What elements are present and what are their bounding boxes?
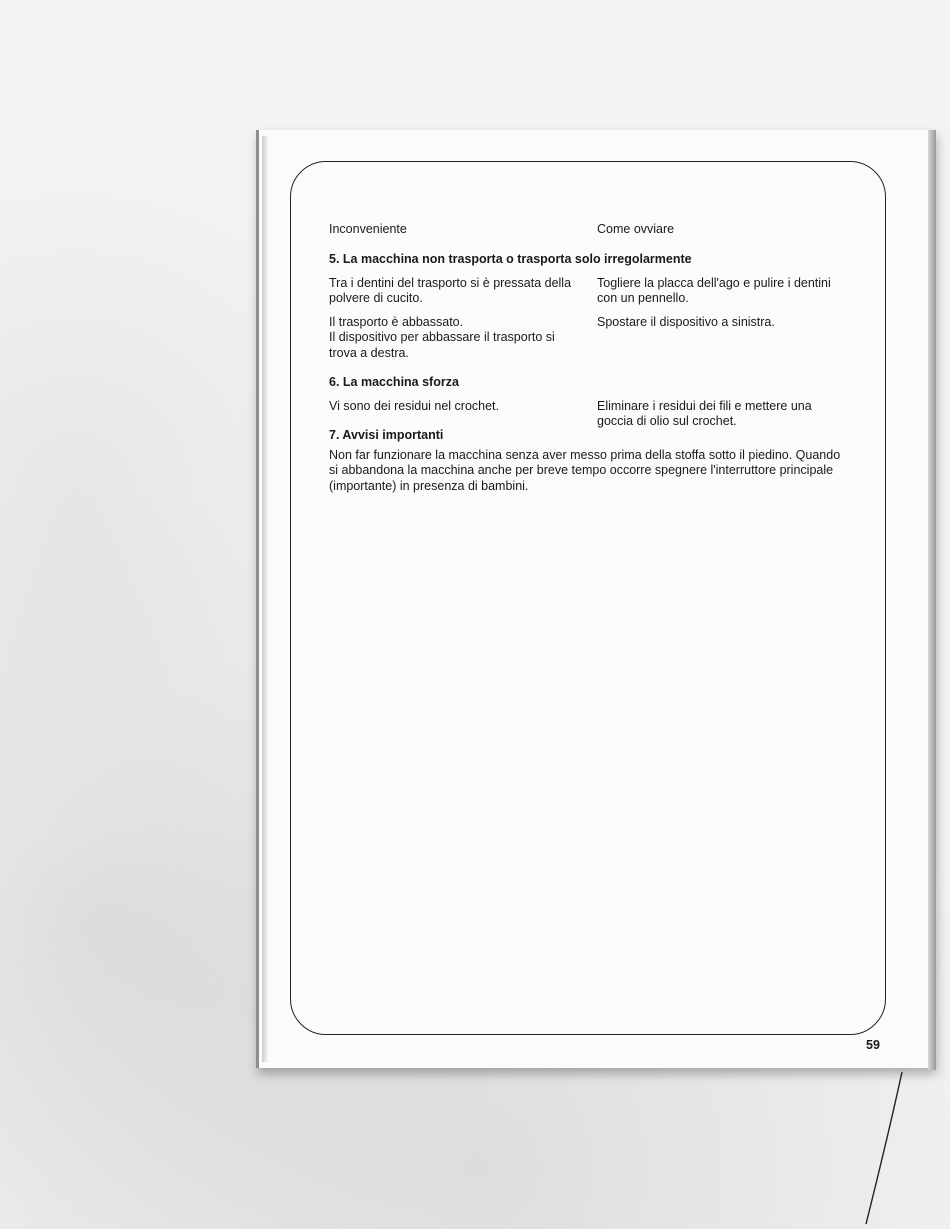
column-header-solution: Come ovviare (597, 222, 675, 236)
page-binding-edge (262, 136, 268, 1062)
warning-paragraph: Non far funzionare la macchina senza aver messo prima della stoffa sotto il piedino. Quando si abbandona la macchina anche per breve tempo occorre spegnere l'interruttore principale (importante) in presenza di bambini. (329, 447, 841, 493)
solution-text: Togliere la placca dell'ago e pulire i dentini con un pennello. (597, 275, 831, 305)
page-number: 59 (866, 1038, 880, 1052)
section-title: 7. Avvisi importanti (329, 428, 444, 442)
problem-text: Vi sono dei residui nel crochet. (329, 398, 500, 413)
table-row (329, 315, 849, 362)
column-header-problem: Inconveniente (329, 222, 407, 236)
problem-text: Il trasporto è abbassato. Il dispositivo per abbassare il trasporto si trova a destra. (329, 314, 555, 360)
solution-text: Eliminare i residui dei fili e mettere una goccia di olio sul crochet. (597, 398, 812, 428)
scan-artifact-line (862, 1068, 922, 1228)
page-right-edge (928, 130, 936, 1070)
problem-text: Tra i dentini del trasporto si è pressata della polvere di cucito. (329, 275, 572, 305)
solution-text: Spostare il dispositivo a sinistra. (597, 314, 775, 329)
column-headers (329, 222, 849, 238)
section-title: 5. La macchina non trasporta o trasporta solo irregolarmente (329, 252, 692, 266)
section-title: 6. La macchina sforza (329, 375, 459, 389)
troubleshooting-content (329, 222, 849, 494)
table-row (329, 398, 849, 428)
table-row (329, 276, 849, 307)
